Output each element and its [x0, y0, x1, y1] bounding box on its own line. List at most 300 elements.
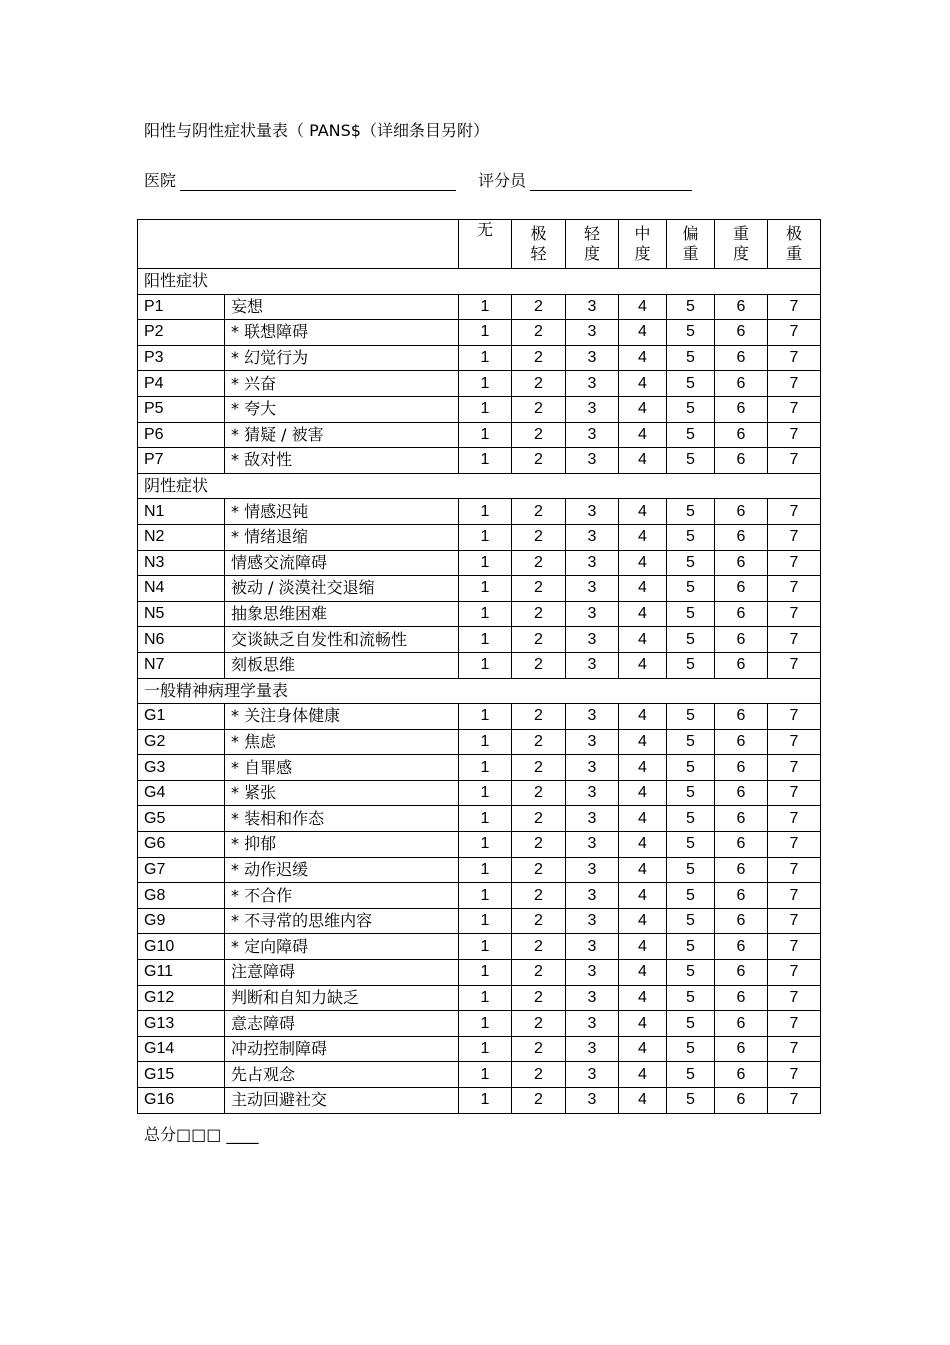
item-row	[138, 576, 821, 602]
score-option[interactable]: 3	[566, 883, 619, 909]
item-code: G16	[138, 1088, 225, 1114]
score-option[interactable]: 5	[667, 857, 715, 883]
score-option[interactable]: 2	[512, 396, 566, 422]
item-row	[138, 371, 821, 397]
item-name: * 联想障碍	[225, 320, 459, 346]
score-option[interactable]: 6	[715, 704, 768, 730]
score-option[interactable]: 4	[619, 652, 667, 678]
score-option[interactable]: 3	[566, 371, 619, 397]
score-option[interactable]: 2	[512, 550, 566, 576]
column-header-bottom: 重	[785, 244, 802, 263]
score-option[interactable]: 3	[566, 1011, 619, 1037]
total-score: 总分□□□ ____	[144, 1125, 259, 1144]
score-option[interactable]: 1	[459, 832, 512, 858]
score-option[interactable]: 6	[715, 780, 768, 806]
item-row	[138, 934, 821, 960]
score-option[interactable]: 6	[715, 857, 768, 883]
score-option[interactable]: 2	[512, 704, 566, 730]
score-option[interactable]: 7	[768, 448, 821, 474]
item-row	[138, 985, 821, 1011]
score-option[interactable]: 7	[768, 1062, 821, 1088]
score-option[interactable]: 5	[667, 780, 715, 806]
score-option[interactable]: 2	[512, 320, 566, 346]
score-option[interactable]: 6	[715, 934, 768, 960]
score-option[interactable]: 6	[715, 832, 768, 858]
score-option[interactable]: 1	[459, 1011, 512, 1037]
score-option[interactable]: 2	[512, 1088, 566, 1114]
score-option[interactable]: 5	[667, 883, 715, 909]
score-option[interactable]: 4	[619, 1088, 667, 1114]
score-option[interactable]: 5	[667, 704, 715, 730]
score-option[interactable]: 1	[459, 294, 512, 320]
score-option[interactable]: 2	[512, 1036, 566, 1062]
score-option[interactable]: 3	[566, 960, 619, 986]
score-option[interactable]: 1	[459, 806, 512, 832]
item-code: G2	[138, 729, 225, 755]
score-option[interactable]: 2	[512, 1062, 566, 1088]
score-option[interactable]: 7	[768, 627, 821, 653]
score-option[interactable]: 4	[619, 832, 667, 858]
score-option[interactable]: 1	[459, 601, 512, 627]
score-option[interactable]: 2	[512, 601, 566, 627]
score-option[interactable]: 1	[459, 857, 512, 883]
score-option[interactable]: 1	[459, 499, 512, 525]
score-option[interactable]: 4	[619, 1011, 667, 1037]
score-option[interactable]: 3	[566, 1036, 619, 1062]
score-option[interactable]: 5	[667, 934, 715, 960]
column-header-top: 极	[530, 224, 547, 243]
score-option[interactable]: 2	[512, 422, 566, 448]
item-code: P2	[138, 320, 225, 346]
score-option[interactable]: 1	[459, 1088, 512, 1114]
score-option[interactable]: 5	[667, 960, 715, 986]
score-option[interactable]: 4	[619, 934, 667, 960]
item-name: * 夸大	[225, 396, 459, 422]
column-header-bottom: 度	[583, 244, 600, 263]
score-option[interactable]: 6	[715, 320, 768, 346]
score-option[interactable]: 6	[715, 1088, 768, 1114]
item-code: G15	[138, 1062, 225, 1088]
score-option[interactable]: 1	[459, 883, 512, 909]
score-option[interactable]: 6	[715, 345, 768, 371]
score-option[interactable]: 4	[619, 755, 667, 781]
score-option[interactable]: 7	[768, 857, 821, 883]
column-header-top: 极	[785, 224, 802, 243]
score-option[interactable]: 4	[619, 704, 667, 730]
score-option[interactable]: 2	[512, 345, 566, 371]
score-option[interactable]: 5	[667, 371, 715, 397]
score-option[interactable]: 1	[459, 780, 512, 806]
pans-scale-table	[137, 219, 821, 1114]
score-option[interactable]: 2	[512, 627, 566, 653]
item-code: G1	[138, 704, 225, 730]
score-option[interactable]: 6	[715, 371, 768, 397]
score-option[interactable]: 4	[619, 857, 667, 883]
score-option[interactable]: 7	[768, 1088, 821, 1114]
score-option[interactable]: 6	[715, 499, 768, 525]
item-row	[138, 729, 821, 755]
item-row	[138, 1011, 821, 1037]
score-option[interactable]: 1	[459, 755, 512, 781]
score-option[interactable]: 5	[667, 755, 715, 781]
item-name: 抽象思维困难	[225, 601, 459, 627]
score-option[interactable]: 7	[768, 320, 821, 346]
score-option[interactable]: 7	[768, 832, 821, 858]
item-row	[138, 960, 821, 986]
score-option[interactable]: 5	[667, 448, 715, 474]
item-code: G12	[138, 985, 225, 1011]
item-row	[138, 806, 821, 832]
score-option[interactable]: 4	[619, 627, 667, 653]
score-option[interactable]: 4	[619, 806, 667, 832]
score-option[interactable]: 5	[667, 729, 715, 755]
score-option[interactable]: 1	[459, 448, 512, 474]
score-option[interactable]: 6	[715, 601, 768, 627]
item-name: * 情绪退缩	[225, 524, 459, 550]
score-option[interactable]: 3	[566, 320, 619, 346]
score-option[interactable]: 3	[566, 601, 619, 627]
score-option[interactable]: 4	[619, 1062, 667, 1088]
item-name: * 关注身体健康	[225, 704, 459, 730]
score-option[interactable]: 4	[619, 524, 667, 550]
score-option[interactable]: 7	[768, 345, 821, 371]
item-row	[138, 832, 821, 858]
score-option[interactable]: 2	[512, 755, 566, 781]
score-option[interactable]: 7	[768, 960, 821, 986]
item-code: P3	[138, 345, 225, 371]
score-option[interactable]: 2	[512, 960, 566, 986]
score-option[interactable]: 1	[459, 729, 512, 755]
score-option[interactable]: 7	[768, 806, 821, 832]
item-row	[138, 422, 821, 448]
score-option[interactable]: 6	[715, 294, 768, 320]
score-option[interactable]: 6	[715, 755, 768, 781]
item-row	[138, 294, 821, 320]
score-option[interactable]: 2	[512, 652, 566, 678]
score-option[interactable]: 5	[667, 320, 715, 346]
table-header-row	[138, 220, 821, 269]
score-option[interactable]: 5	[667, 396, 715, 422]
score-option[interactable]: 3	[566, 729, 619, 755]
score-option[interactable]: 6	[715, 960, 768, 986]
score-option[interactable]: 6	[715, 729, 768, 755]
item-name: 交谈缺乏自发性和流畅性	[225, 627, 459, 653]
score-option[interactable]: 1	[459, 371, 512, 397]
section-title: 阴性症状	[138, 473, 821, 499]
score-option[interactable]: 7	[768, 704, 821, 730]
score-option[interactable]: 4	[619, 294, 667, 320]
score-option[interactable]: 5	[667, 806, 715, 832]
score-option[interactable]: 3	[566, 294, 619, 320]
score-option[interactable]: 1	[459, 524, 512, 550]
score-option[interactable]: 3	[566, 908, 619, 934]
score-option[interactable]: 2	[512, 499, 566, 525]
score-option[interactable]: 2	[512, 985, 566, 1011]
item-code: P5	[138, 396, 225, 422]
score-option[interactable]: 4	[619, 908, 667, 934]
score-option[interactable]: 3	[566, 524, 619, 550]
score-option[interactable]: 1	[459, 422, 512, 448]
score-option[interactable]: 5	[667, 627, 715, 653]
column-header	[715, 220, 768, 269]
score-option[interactable]: 4	[619, 601, 667, 627]
score-option[interactable]: 1	[459, 320, 512, 346]
score-option[interactable]: 4	[619, 576, 667, 602]
score-option[interactable]: 1	[459, 652, 512, 678]
score-option[interactable]: 6	[715, 448, 768, 474]
score-option[interactable]: 3	[566, 934, 619, 960]
score-option[interactable]: 3	[566, 1062, 619, 1088]
score-option[interactable]: 5	[667, 1088, 715, 1114]
score-option[interactable]: 7	[768, 422, 821, 448]
score-option[interactable]: 3	[566, 499, 619, 525]
score-option[interactable]: 6	[715, 883, 768, 909]
score-option[interactable]: 4	[619, 1036, 667, 1062]
score-option[interactable]: 3	[566, 576, 619, 602]
score-option[interactable]: 2	[512, 780, 566, 806]
score-option[interactable]: 5	[667, 1036, 715, 1062]
item-code: N4	[138, 576, 225, 602]
score-option[interactable]: 7	[768, 524, 821, 550]
score-option[interactable]: 3	[566, 345, 619, 371]
score-option[interactable]: 4	[619, 985, 667, 1011]
score-option[interactable]: 2	[512, 729, 566, 755]
item-code: N2	[138, 524, 225, 550]
column-header	[768, 220, 821, 269]
item-name: * 定向障碍	[225, 934, 459, 960]
score-option[interactable]: 4	[619, 448, 667, 474]
hospital-field[interactable]	[180, 172, 456, 191]
score-option[interactable]: 4	[619, 883, 667, 909]
column-header	[619, 220, 667, 269]
score-option[interactable]: 2	[512, 857, 566, 883]
score-option[interactable]: 2	[512, 576, 566, 602]
column-header	[667, 220, 715, 269]
score-option[interactable]: 2	[512, 294, 566, 320]
score-option[interactable]: 6	[715, 1036, 768, 1062]
item-row	[138, 396, 821, 422]
score-option[interactable]: 6	[715, 550, 768, 576]
score-option[interactable]: 7	[768, 755, 821, 781]
score-option[interactable]: 4	[619, 550, 667, 576]
score-option[interactable]: 7	[768, 499, 821, 525]
item-row	[138, 908, 821, 934]
score-option[interactable]: 6	[715, 524, 768, 550]
score-option[interactable]: 1	[459, 985, 512, 1011]
score-option[interactable]: 6	[715, 985, 768, 1011]
item-code: N7	[138, 652, 225, 678]
score-option[interactable]: 2	[512, 934, 566, 960]
score-option[interactable]: 1	[459, 934, 512, 960]
section-title: 阳性症状	[138, 269, 821, 295]
score-option[interactable]: 4	[619, 960, 667, 986]
score-option[interactable]: 3	[566, 832, 619, 858]
item-name: * 幻觉行为	[225, 345, 459, 371]
score-option[interactable]: 5	[667, 908, 715, 934]
item-name: 判断和自知力缺乏	[225, 985, 459, 1011]
score-option[interactable]: 3	[566, 755, 619, 781]
score-option[interactable]: 2	[512, 806, 566, 832]
score-option[interactable]: 4	[619, 422, 667, 448]
item-code: G6	[138, 832, 225, 858]
score-option[interactable]: 1	[459, 576, 512, 602]
score-option[interactable]: 1	[459, 960, 512, 986]
item-name: * 装相和作态	[225, 806, 459, 832]
score-option[interactable]: 1	[459, 1036, 512, 1062]
score-option[interactable]: 4	[619, 345, 667, 371]
column-header-bottom: 轻	[530, 244, 547, 263]
score-option[interactable]: 6	[715, 627, 768, 653]
score-option[interactable]: 7	[768, 550, 821, 576]
column-header-top: 轻	[583, 224, 600, 243]
score-option[interactable]: 1	[459, 345, 512, 371]
score-option[interactable]: 3	[566, 985, 619, 1011]
score-option[interactable]: 5	[667, 832, 715, 858]
score-option[interactable]: 2	[512, 883, 566, 909]
score-option[interactable]: 7	[768, 883, 821, 909]
item-row	[138, 857, 821, 883]
score-option[interactable]: 7	[768, 601, 821, 627]
score-option[interactable]: 4	[619, 371, 667, 397]
page-title: 阳性与阴性症状量表（ PANS$（详细条目另附）	[144, 121, 489, 140]
score-option[interactable]: 3	[566, 627, 619, 653]
score-option[interactable]: 7	[768, 576, 821, 602]
score-option[interactable]: 5	[667, 422, 715, 448]
score-option[interactable]: 5	[667, 652, 715, 678]
score-option[interactable]: 7	[768, 780, 821, 806]
item-code: N5	[138, 601, 225, 627]
item-name: * 抑郁	[225, 832, 459, 858]
item-row	[138, 1036, 821, 1062]
section-row	[138, 473, 821, 499]
column-header-top: 无	[476, 220, 493, 239]
header-blank-cell	[138, 220, 459, 269]
item-row	[138, 704, 821, 730]
item-name: * 紧张	[225, 780, 459, 806]
item-row	[138, 601, 821, 627]
item-name: 先占观念	[225, 1062, 459, 1088]
score-option[interactable]: 3	[566, 396, 619, 422]
score-option[interactable]: 3	[566, 1088, 619, 1114]
score-option[interactable]: 7	[768, 985, 821, 1011]
score-option[interactable]: 6	[715, 422, 768, 448]
item-row	[138, 550, 821, 576]
score-option[interactable]: 4	[619, 320, 667, 346]
score-option[interactable]: 5	[667, 345, 715, 371]
rater-field[interactable]	[530, 172, 692, 191]
item-code: G13	[138, 1011, 225, 1037]
score-option[interactable]: 7	[768, 371, 821, 397]
section-title: 一般精神病理学量表	[138, 678, 821, 704]
score-option[interactable]: 7	[768, 652, 821, 678]
item-name: 注意障碍	[225, 960, 459, 986]
item-code: P6	[138, 422, 225, 448]
score-option[interactable]: 3	[566, 780, 619, 806]
item-name: * 动作迟缓	[225, 857, 459, 883]
score-option[interactable]: 1	[459, 627, 512, 653]
item-code: G9	[138, 908, 225, 934]
score-option[interactable]: 7	[768, 1036, 821, 1062]
score-option[interactable]: 6	[715, 1011, 768, 1037]
score-option[interactable]: 6	[715, 396, 768, 422]
item-row	[138, 320, 821, 346]
score-option[interactable]: 4	[619, 396, 667, 422]
item-row	[138, 883, 821, 909]
score-option[interactable]: 5	[667, 576, 715, 602]
score-option[interactable]: 6	[715, 908, 768, 934]
score-option[interactable]: 2	[512, 524, 566, 550]
score-option[interactable]: 1	[459, 704, 512, 730]
score-option[interactable]: 3	[566, 857, 619, 883]
score-option[interactable]: 2	[512, 832, 566, 858]
item-code: G5	[138, 806, 225, 832]
score-option[interactable]: 3	[566, 422, 619, 448]
item-name: 妄想	[225, 294, 459, 320]
item-row	[138, 755, 821, 781]
rater-label: 评分员	[478, 171, 527, 190]
score-option[interactable]: 1	[459, 1062, 512, 1088]
score-option[interactable]: 2	[512, 908, 566, 934]
score-option[interactable]: 6	[715, 576, 768, 602]
column-header-top: 偏	[682, 224, 699, 243]
score-option[interactable]: 3	[566, 704, 619, 730]
score-option[interactable]: 7	[768, 396, 821, 422]
score-option[interactable]: 6	[715, 652, 768, 678]
column-header-bottom: 度	[634, 244, 651, 263]
score-option[interactable]: 6	[715, 806, 768, 832]
score-option[interactable]: 1	[459, 396, 512, 422]
score-option[interactable]: 5	[667, 550, 715, 576]
score-option[interactable]: 5	[667, 1011, 715, 1037]
score-option[interactable]: 7	[768, 294, 821, 320]
score-option[interactable]: 3	[566, 550, 619, 576]
item-name: * 兴奋	[225, 371, 459, 397]
score-option[interactable]: 4	[619, 780, 667, 806]
item-row	[138, 780, 821, 806]
item-name: * 不合作	[225, 883, 459, 909]
score-option[interactable]: 1	[459, 908, 512, 934]
score-option[interactable]: 2	[512, 448, 566, 474]
score-option[interactable]: 4	[619, 729, 667, 755]
column-header	[566, 220, 619, 269]
item-name: * 情感迟钝	[225, 499, 459, 525]
score-option[interactable]: 3	[566, 652, 619, 678]
score-option[interactable]: 5	[667, 499, 715, 525]
score-option[interactable]: 5	[667, 985, 715, 1011]
score-option[interactable]: 3	[566, 448, 619, 474]
score-option[interactable]: 3	[566, 806, 619, 832]
header-fields	[144, 168, 692, 191]
score-option[interactable]: 7	[768, 934, 821, 960]
score-option[interactable]: 5	[667, 1062, 715, 1088]
item-row	[138, 1088, 821, 1114]
score-option[interactable]: 7	[768, 729, 821, 755]
score-option[interactable]: 1	[459, 550, 512, 576]
score-option[interactable]: 7	[768, 1011, 821, 1037]
score-option[interactable]: 5	[667, 601, 715, 627]
item-name: 刻板思维	[225, 652, 459, 678]
table-body	[138, 220, 821, 1114]
score-option[interactable]: 4	[619, 499, 667, 525]
score-option[interactable]: 2	[512, 1011, 566, 1037]
score-option[interactable]: 7	[768, 908, 821, 934]
score-option[interactable]: 2	[512, 371, 566, 397]
item-row	[138, 524, 821, 550]
score-option[interactable]: 5	[667, 294, 715, 320]
score-option[interactable]: 5	[667, 524, 715, 550]
item-code: G11	[138, 960, 225, 986]
score-option[interactable]: 6	[715, 1062, 768, 1088]
